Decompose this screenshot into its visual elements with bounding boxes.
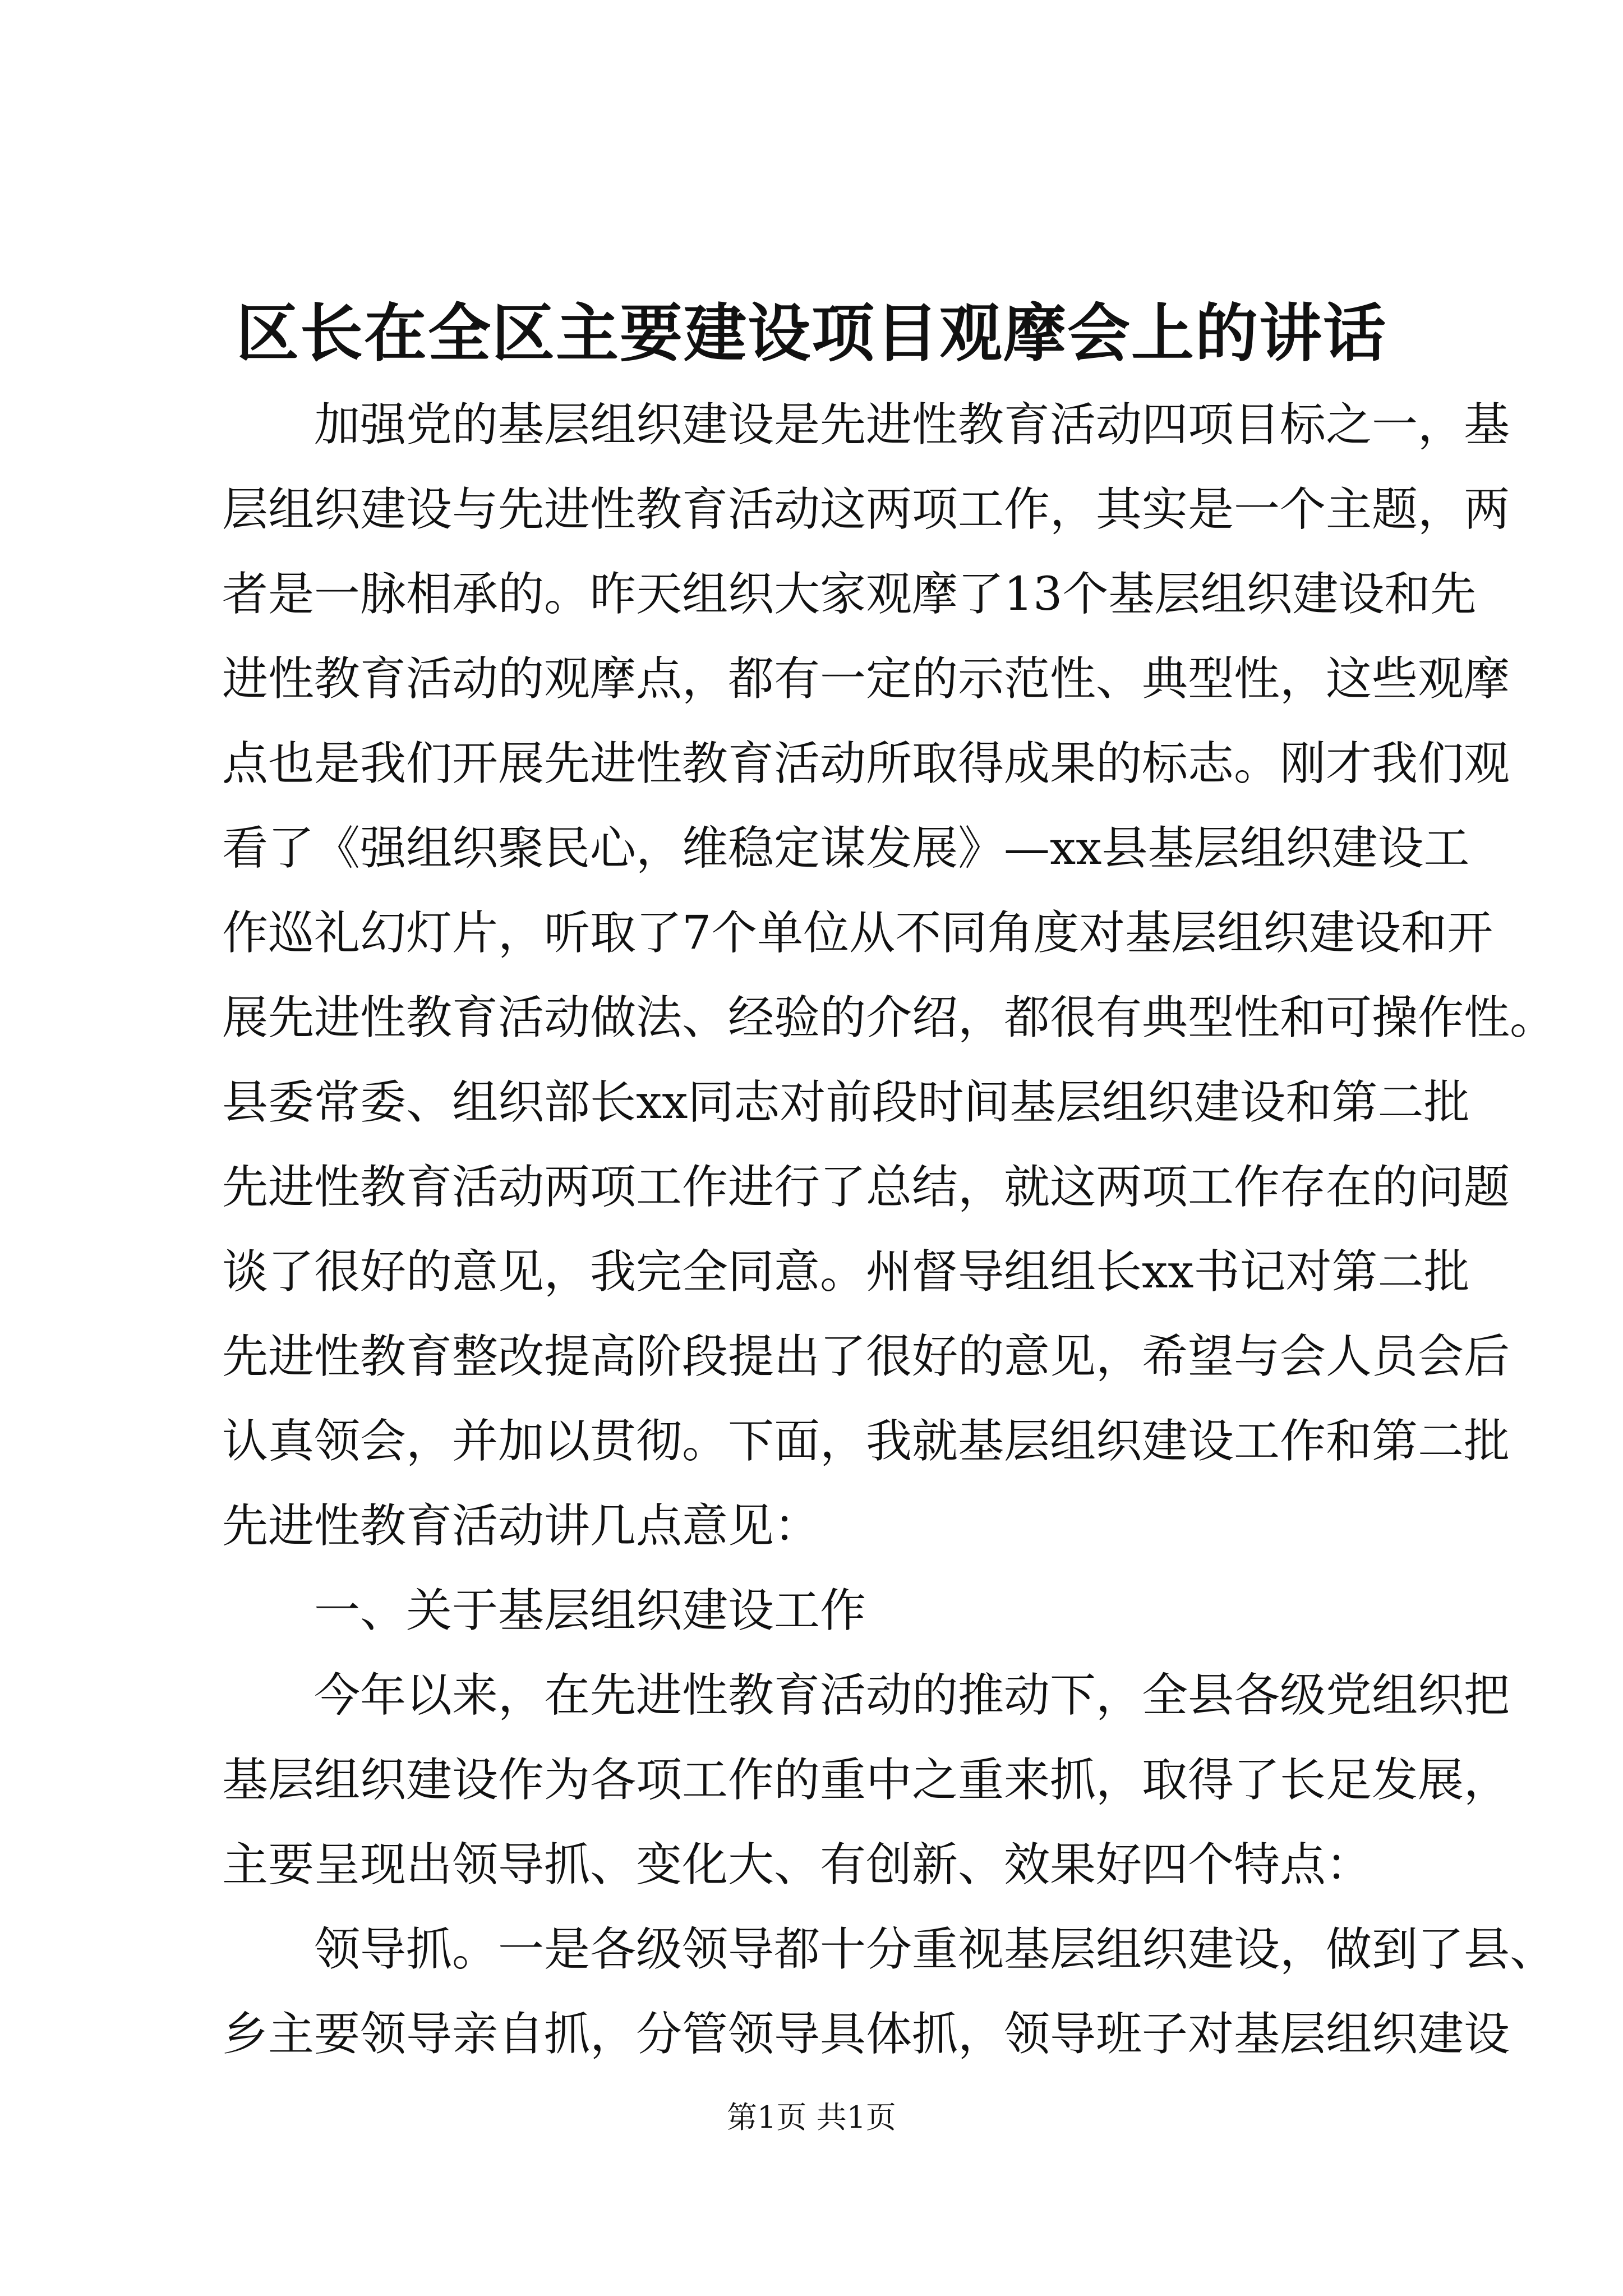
- body-line: 层组织建设与先进性教育活动这两项工作，其实是一个主题，两: [222, 483, 1510, 536]
- body-line: 县委常委、组织部长xx同志对前段时间基层组织建设和第二批: [222, 1076, 1470, 1129]
- body-line: 看了《强组织聚民心，维稳定谋发展》—xx县基层组织建设工: [222, 822, 1470, 875]
- document-body: [222, 383, 1556, 2077]
- body-line: 认真领会，并加以贯彻。下面，我就基层组织建设工作和第二批: [222, 1415, 1510, 1468]
- body-line: 作巡礼幻灯片，听取了7个单位从不同角度对基层组织建设和开: [222, 907, 1493, 960]
- section-heading: 一、关于基层组织建设工作: [314, 1584, 866, 1637]
- body-line: 进性教育活动的观摩点，都有一定的示范性、典型性，这些观摩: [222, 652, 1510, 706]
- body-line: 展先进性教育活动做法、经验的介绍，都很有典型性和可操作性。: [222, 991, 1556, 1045]
- page-footer: 第1页 共1页: [727, 2100, 896, 2135]
- body-line: 先进性教育活动讲几点意见：: [222, 1499, 820, 1553]
- body-line: 基层组织建设作为各项工作的重中之重来抓，取得了长足发展，: [222, 1754, 1510, 1807]
- body-line: 主要呈现出领导抓、变化大、有创新、效果好四个特点：: [222, 1838, 1372, 1892]
- body-line: 加强党的基层组织建设是先进性教育活动四项目标之一，基: [314, 398, 1510, 452]
- body-line: 领导抓。一是各级领导都十分重视基层组织建设，做到了县、: [314, 1923, 1556, 1976]
- body-line: 乡主要领导亲自抓，分管领导具体抓，领导班子对基层组织建设: [222, 2008, 1510, 2061]
- body-line: 谈了很好的意见，我完全同意。州督导组组长xx书记对第二批: [222, 1245, 1470, 1299]
- body-line: 今年以来，在先进性教育活动的推动下，全县各级党组织把: [314, 1669, 1510, 1722]
- body-line: 点也是我们开展先进性教育活动所取得成果的标志。刚才我们观: [222, 737, 1510, 790]
- body-line: 先进性教育活动两项工作进行了总结，就这两项工作存在的问题: [222, 1161, 1510, 1214]
- body-line: 先进性教育整改提高阶段提出了很好的意见，希望与会人员会后: [222, 1330, 1510, 1383]
- body-line: 者是一脉相承的。昨天组织大家观摩了13个基层组织建设和先: [222, 568, 1477, 621]
- document-title: 区长在全区主要建设项目观摩会上的讲话: [236, 297, 1387, 370]
